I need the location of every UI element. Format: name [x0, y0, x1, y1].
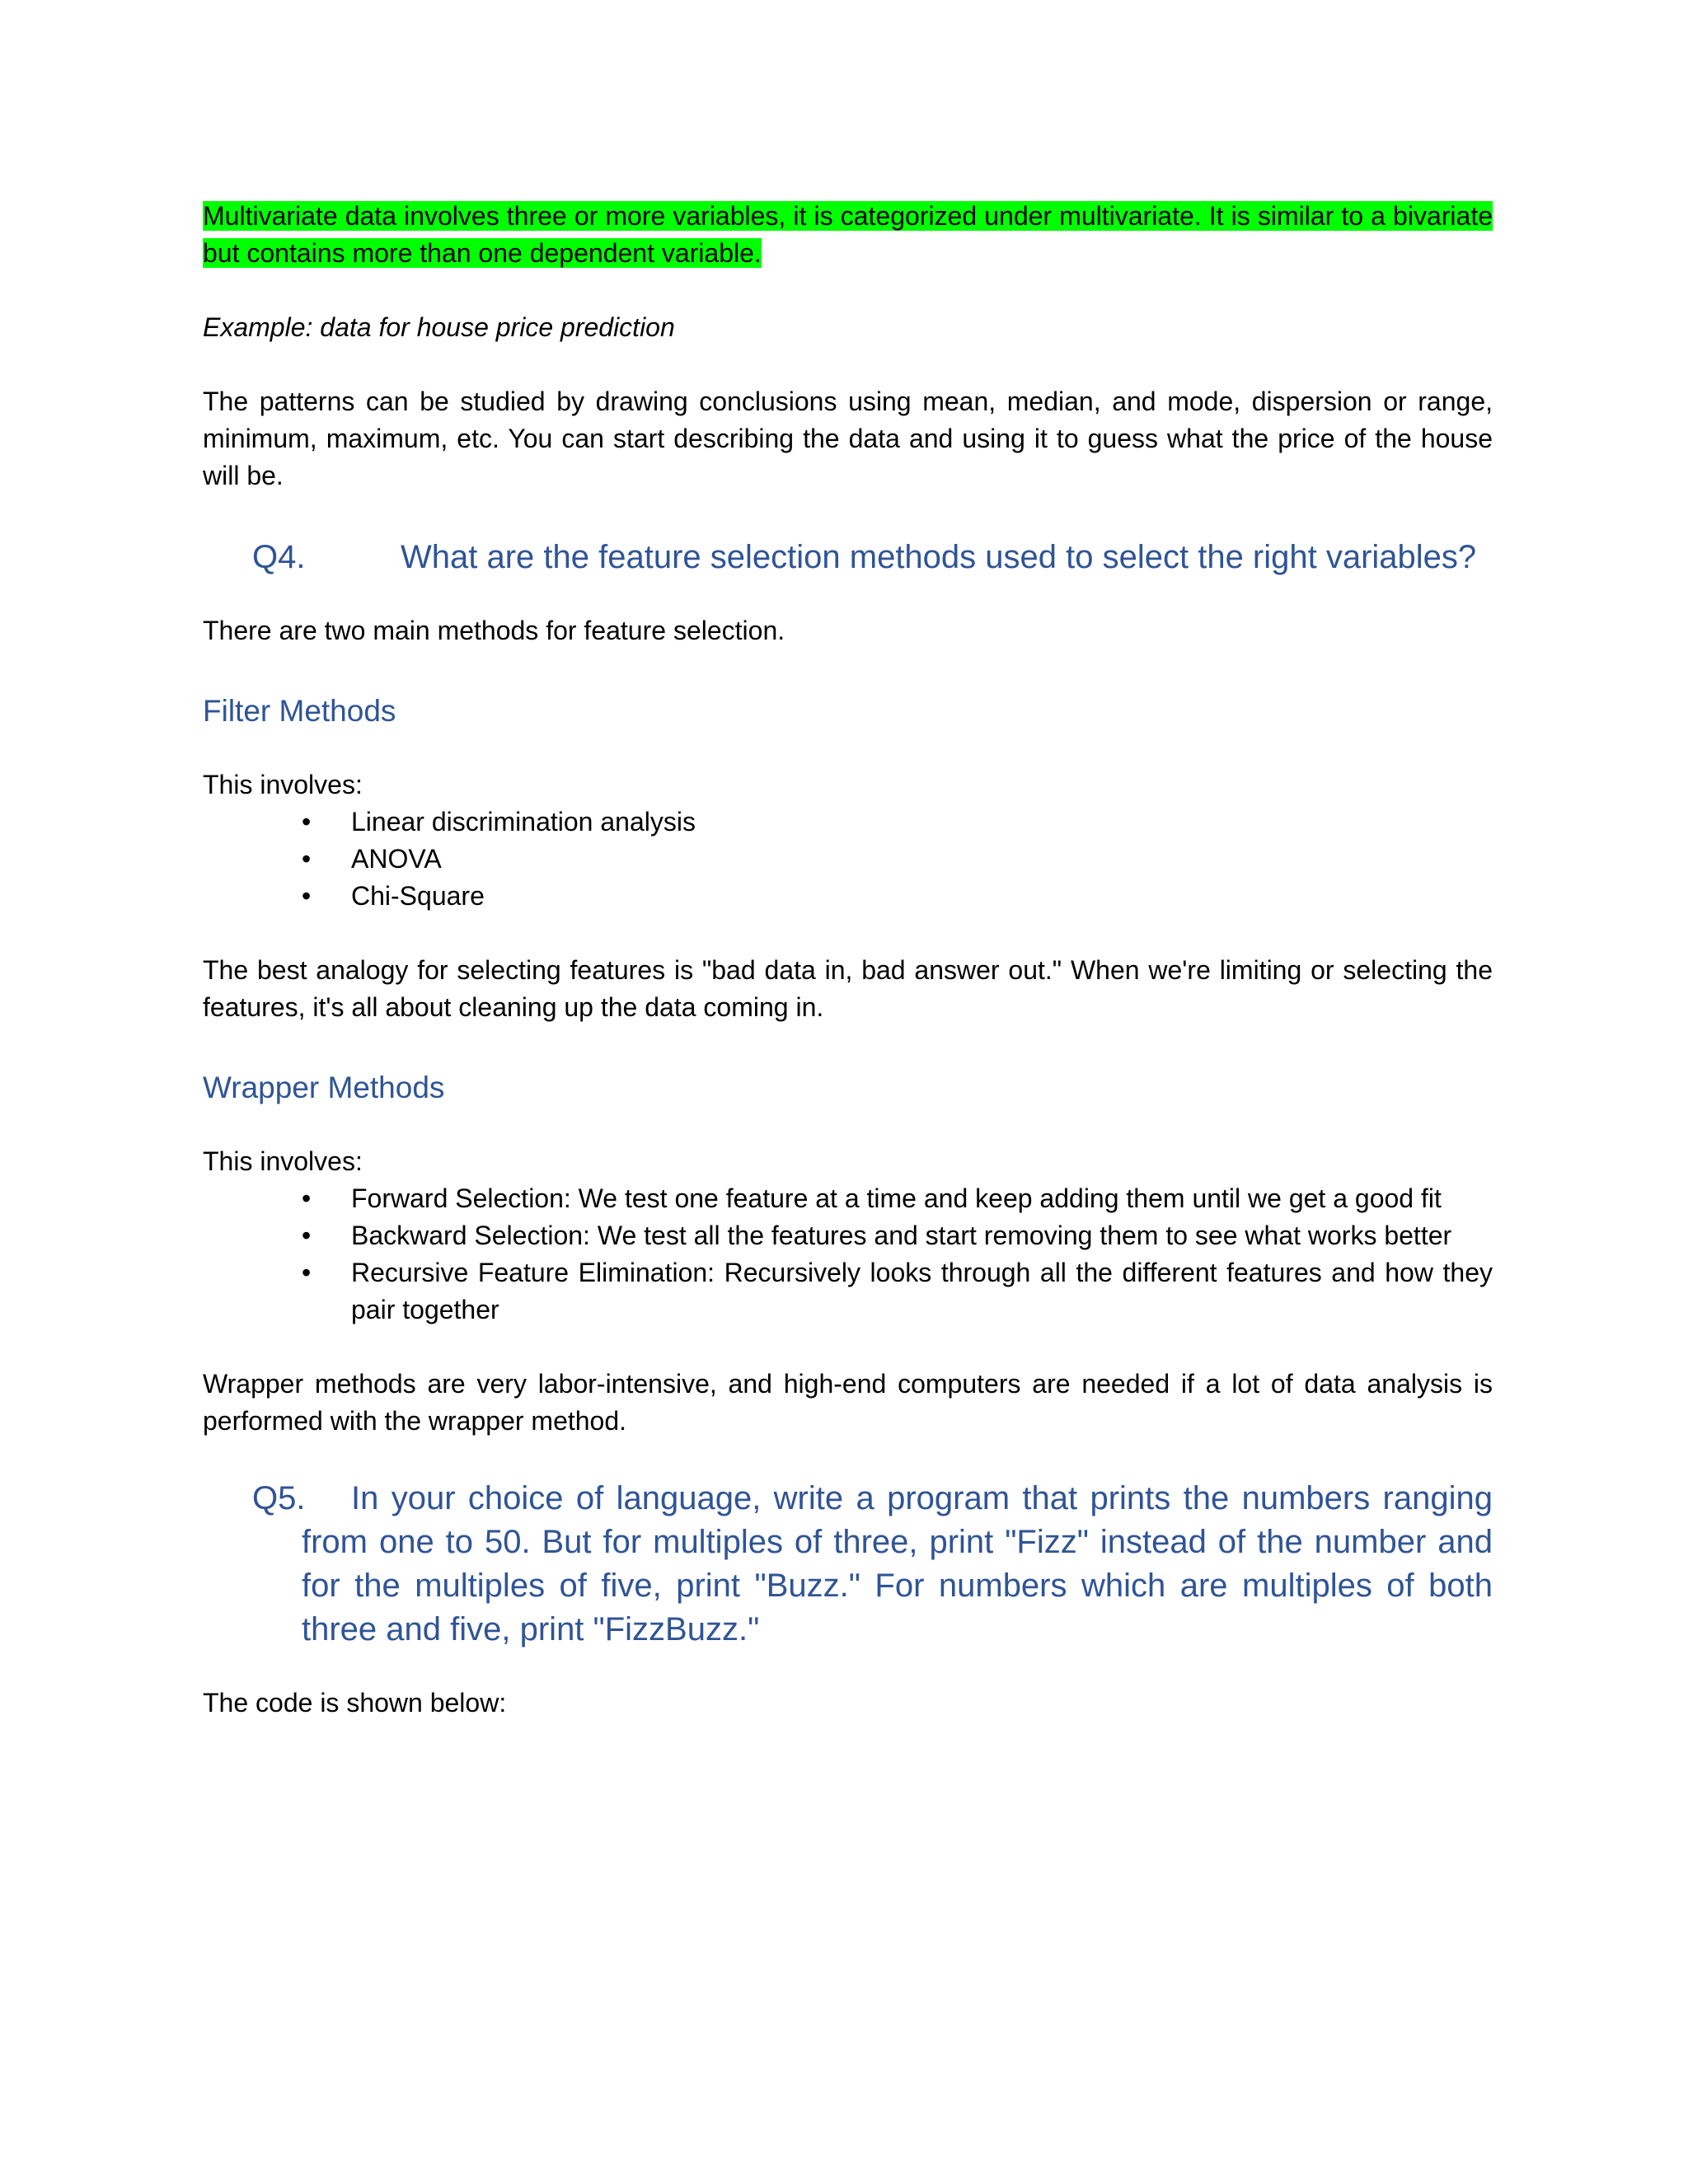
wrapper-methods-heading: Wrapper Methods: [203, 1071, 445, 1104]
document-content: [203, 198, 1493, 1722]
bullet-icon: •: [302, 1258, 312, 1287]
list-item: • Linear discrimination analysis: [351, 804, 1493, 841]
list-item: • Backward Selection: We test all the features and start removing them to see what works better: [351, 1217, 1493, 1254]
filter-methods-heading: Filter Methods: [203, 694, 396, 728]
q4-number: Q4.: [252, 539, 306, 575]
bullet-icon: •: [302, 1183, 312, 1213]
filter-methods-list: [203, 804, 1493, 915]
q4-intro: There are two main methods for feature selection.: [203, 616, 785, 645]
q4-title: What are the feature selection methods used to select the right variables?: [401, 539, 1477, 575]
q5-number: Q5.: [252, 1480, 306, 1516]
wrapper-note-paragraph: Wrapper methods are very labor-intensive, and high-end computers are needed if a lot of data analysis is performed with the wrapper method.: [203, 1369, 1493, 1436]
bullet-icon: •: [302, 807, 312, 837]
list-item: • ANOVA: [351, 841, 1493, 878]
q5-heading: [203, 1477, 1493, 1652]
analogy-paragraph: The best analogy for selecting features is "bad data in, bad answer out." When we're limiting or selecting the features, it's all about cleaning up the data coming in.: [203, 955, 1493, 1022]
highlighted-text: Multivariate data involves three or more variables, it is categorized under multivariate. It is similar to a bivariate but contains more than one dependent variable.: [203, 201, 1493, 268]
list-item: • Chi-Square: [351, 878, 1493, 915]
bullet-icon: •: [302, 844, 312, 874]
patterns-paragraph: The patterns can be studied by drawing conclusions using mean, median, and mode, dispersion or range, minimum, maximum, etc. You can start describing the data and using it to guess what the price of the house will be.: [203, 387, 1493, 490]
bullet-icon: •: [302, 881, 312, 911]
example-line: Example: data for house price prediction: [203, 312, 675, 342]
multivariate-paragraph: [203, 198, 1493, 272]
wrapper-involves: This involves:: [203, 1146, 363, 1176]
wrapper-methods-list: [203, 1180, 1493, 1329]
code-intro: The code is shown below:: [203, 1688, 507, 1718]
q5-title: In your choice of language, write a program that prints the numbers ranging from one to 50. But for multiples of three, print "Fizz" instead of the number and for the multiples of five, print "Buzz." For numbers which are multiples of both three and five, print "FizzBuzz.": [302, 1480, 1493, 1647]
list-item: • Recursive Feature Elimination: Recursively looks through all the different features and how they pair together: [351, 1254, 1493, 1329]
q4-heading: [203, 536, 1493, 579]
bullet-icon: •: [302, 1221, 312, 1250]
filter-involves: This involves:: [203, 770, 363, 799]
list-item: • Forward Selection: We test one feature at a time and keep adding them until we get a good fit: [351, 1180, 1493, 1217]
